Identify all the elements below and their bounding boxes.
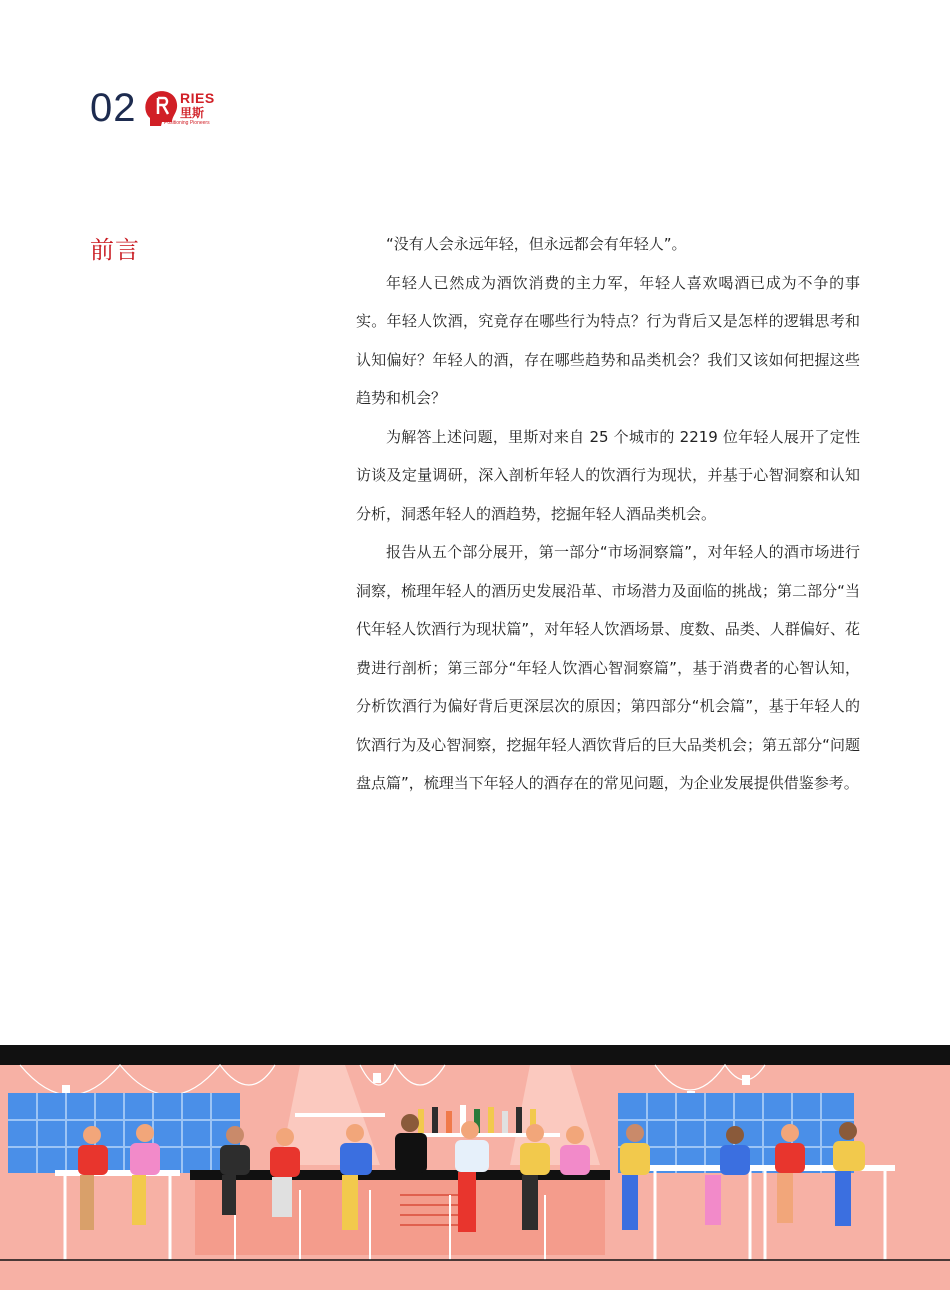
paragraph-2: 年轻人已然成为酒饮消费的主力军，年轻人喜欢喝酒已成为不争的事实。年轻人饮酒，究竟存在哪些行为特点？行为背后又是怎样的逻辑思考和认知偏好？年轻人的酒，存在哪些趋势和品类机会？我们又该如何把握这些趋势和机会？ xyxy=(356,273,860,407)
preface-body xyxy=(356,225,860,803)
bar-scene-illustration xyxy=(0,1045,950,1290)
page-number: 02 xyxy=(90,86,137,130)
logo-chinese-name: 里斯 xyxy=(180,106,205,120)
left-window xyxy=(8,1093,240,1173)
paragraph-3: 为解答上述问题，里斯对来自 25 个城市的 2219 位年轻人展开了定性访谈及定量调研，深入剖析年轻人的饮酒行为现状，并基于心智洞察和认知分析，洞悉年轻人的酒趋势，挖掘年轻人酒品类机会。 xyxy=(356,427,860,523)
logo-brand: RIES xyxy=(180,90,215,106)
ries-logo xyxy=(142,88,232,130)
paragraph-1: “没有人会永远年轻，但永远都会有年轻人”。 xyxy=(386,235,687,253)
logo-tagline: Positioning Pioneers xyxy=(164,120,210,126)
bar-scene-svg xyxy=(0,1045,950,1290)
section-title: 前言 xyxy=(90,236,140,264)
paragraph-4: 报告从五个部分展开，第一部分“市场洞察篇”，对年轻人的酒市场进行洞察，梳理年轻人的酒历史发展沿革、市场潜力及面临的挑战；第二部分“当代年轻人饮酒行为现状篇”，对年轻人饮酒场景、度数、品类、人群偏好、花费进行剖析；第三部分“年轻人饮酒心智洞察篇”，基于消费者的心智认知，分析饮酒行为偏好背后更深层次的原因；第四部分“机会篇”，基于年轻人的饮酒行为及心智洞察，挖掘年轻人酒饮背后的巨大品类机会；第五部分“问题盘点篇”，梳理当下年轻人的酒存在的常见问题，为企业发展提供借鉴参考。 xyxy=(356,543,860,792)
